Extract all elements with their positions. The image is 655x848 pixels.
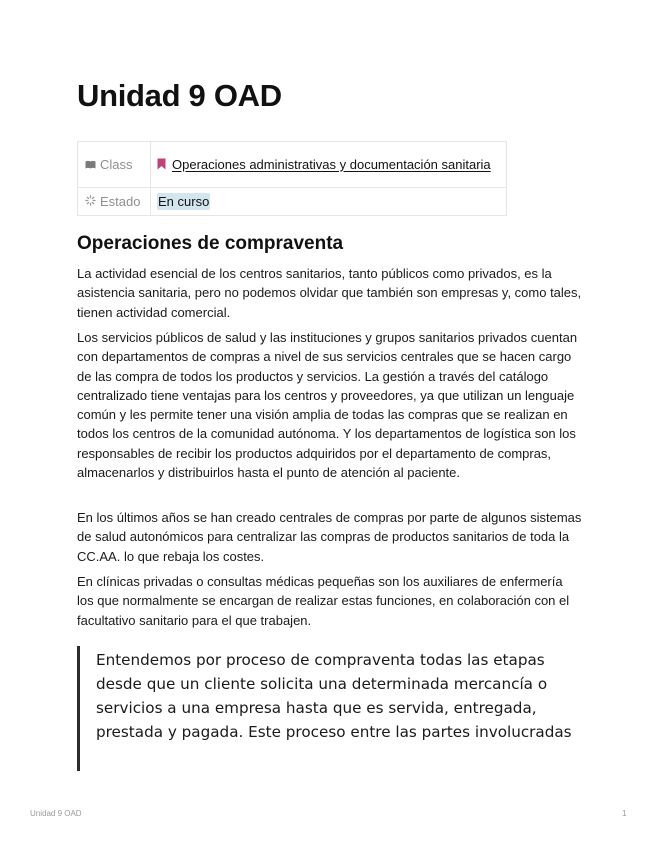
paragraph-2: Los servicios públicos de salud y las instituciones y grupos sanitarios privados cuentan con departamentos de compras a nivel de sus servicios centrales que se hacen cargo de las compra de todos los productos y servicios. La gestión a través del catálogo centralizado tiene ventajas para los centros y proveedores, ya que utilizan un lenguaje común y les permite tener una visión amplia de todas las compras que se realizan en todos los centros de la comunidad autónoma. Y los departamentos de logística son los responsables de recibir los productos adquiridos por el departamento de compras, almacenarlos y distribuirlos hasta el punto de atención al paciente. <box>77 330 578 481</box>
paragraph-3: En los últimos años se han creado centrales de compras por parte de algunos sistemas de salud autonómicos para centralizar las compras de productos sanitarios de toda la CC.AA. lo que rebaja los costes. <box>77 510 582 564</box>
properties-table <box>77 141 507 216</box>
footer-page-number: 1 <box>622 809 627 818</box>
property-row-class <box>78 142 507 188</box>
quote-text: Entendemos por proceso de compraventa todas las etapas desde que un cliente solicita una determinada mercancía o servicios a una empresa hasta que es servida, entregada, prestada y pagada. Este proceso entre las partes involucradas <box>96 651 572 741</box>
footer-doc-name: Unidad 9 OAD <box>30 809 82 818</box>
definition-quote <box>77 646 582 771</box>
property-value-class[interactable] <box>151 142 507 188</box>
loading-spinner-icon <box>84 195 96 209</box>
page-title: Unidad 9 OAD <box>77 78 282 113</box>
paragraph-4: En clínicas privadas o consultas médicas pequeñas son los auxiliares de enfermería los que normalmente se encargan de realizar estas funciones, en colaboración con el facultativo sanitario para el que trabajen. <box>77 574 570 628</box>
status-badge[interactable]: En curso <box>158 194 210 209</box>
property-key-estado <box>78 188 151 216</box>
property-row-estado <box>78 188 507 216</box>
section-heading: Operaciones de compraventa <box>77 233 344 254</box>
bookmark-icon <box>157 156 166 175</box>
paragraph-1: La actividad esencial de los centros sanitarios, tanto públicos como privados, es la asistencia sanitaria, pero no podemos olvidar que también son empresas y, como tales, tienen actividad comercial. <box>77 266 582 320</box>
property-key-class <box>78 142 151 188</box>
property-value-estado[interactable] <box>151 188 507 216</box>
property-key-estado-label: Estado <box>100 194 141 209</box>
class-link[interactable]: Operaciones administrativas y documentación sanitaria <box>172 156 491 172</box>
open-book-icon <box>84 160 96 172</box>
property-key-class-label: Class <box>100 157 133 172</box>
